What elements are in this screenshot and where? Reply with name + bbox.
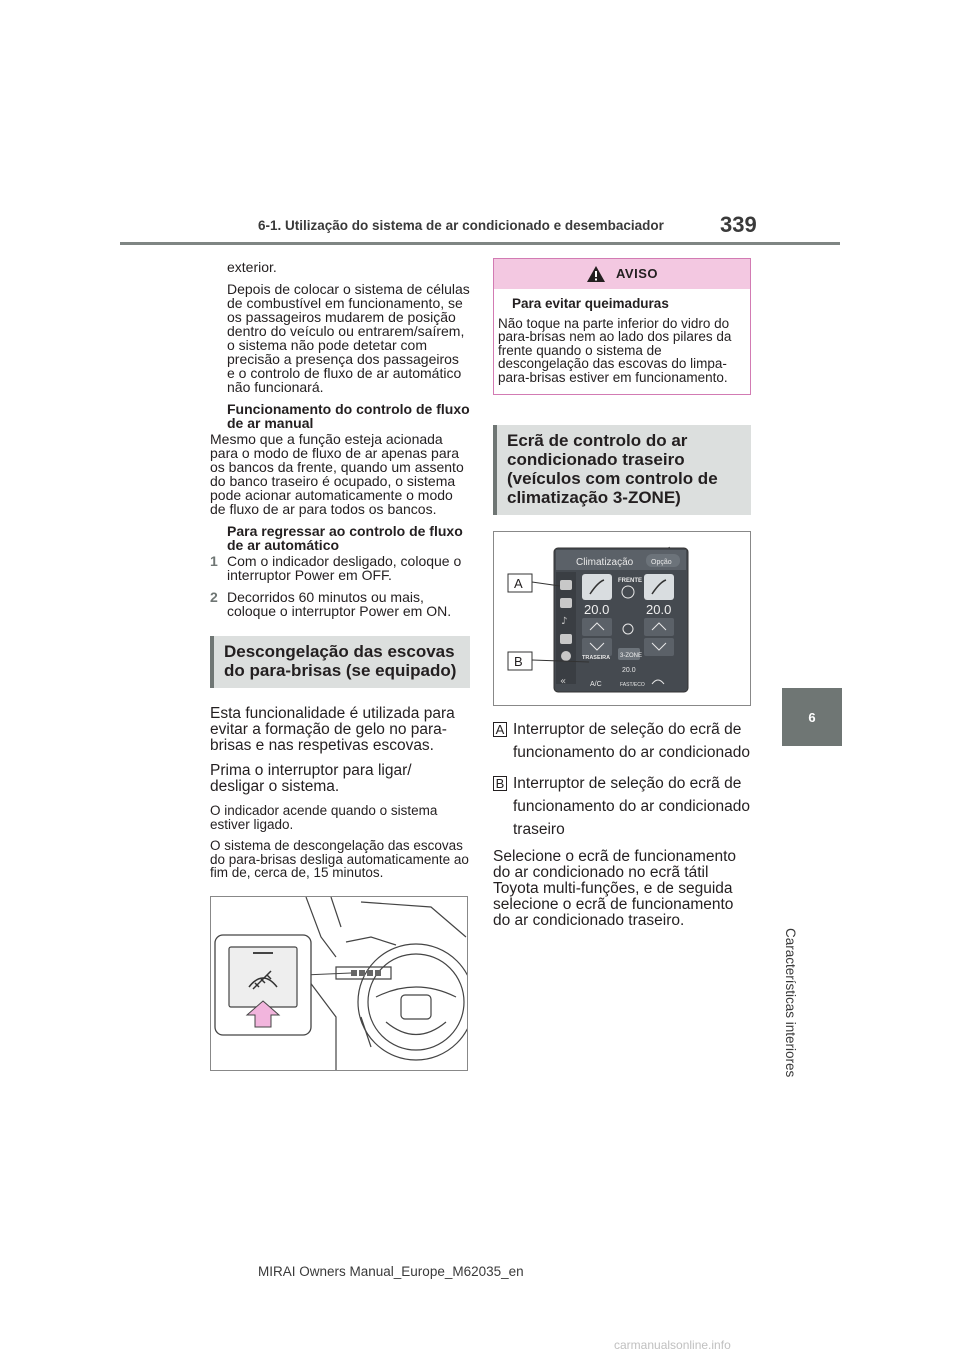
paragraph: Selecione o ecrã de funcionamento do ar condicionado no ecrã tátil Toyota multi-funções, e de seguida selecione o ecrã de funcionamento do ar condicionado traseiro. xyxy=(493,848,736,929)
callout-letter: B xyxy=(493,776,507,791)
wiper-deicer-illustration xyxy=(210,896,468,1071)
page-number: 339 xyxy=(720,212,757,237)
step-item xyxy=(210,590,470,618)
warning-body xyxy=(494,289,750,394)
rear-label: TRASEIRA xyxy=(582,655,611,661)
callout-text: Interruptor de seleção do ecrã de funcionamento do ar condicionado xyxy=(513,721,750,761)
warning-title: AVISO xyxy=(616,266,658,281)
callout-a-label: A xyxy=(514,576,523,591)
step-number: 1 xyxy=(210,553,218,569)
paragraph: Esta funcionalidade é utilizada para evitar a formação de gelo no para-brisas e nas respetivas escovas. xyxy=(210,705,455,754)
callout-item xyxy=(493,718,751,764)
right-column xyxy=(493,258,751,938)
warning-box xyxy=(493,258,751,395)
callout-item xyxy=(493,772,751,841)
section-heading: Descongelação das escovas do para-brisas (se equipado) xyxy=(210,636,470,688)
front-label: FRENTE xyxy=(618,578,642,584)
back-chevron-icon[interactable]: « xyxy=(560,676,567,687)
temp-right-up-button[interactable] xyxy=(644,618,674,636)
step-number: 2 xyxy=(210,589,218,605)
paragraph: Mesmo que a função esteja acionada para o modo de fluxo de ar apenas para os bancos da frente, quando um assento do banco traseiro é ocupado, o sistema pode acionar automaticamente o modo de fluxo de ar para todos os bancos. xyxy=(210,431,464,517)
three-zone-button[interactable]: 3-ZONE xyxy=(620,653,643,659)
temp-right-down-button[interactable] xyxy=(644,638,674,656)
temp-right: 20.0 xyxy=(646,602,672,617)
temp-left: 20.0 xyxy=(584,602,610,617)
step-text: Decorridos 60 minutos ou mais, coloque o interruptor Power em ON. xyxy=(227,589,452,619)
warning-triangle-icon xyxy=(586,265,606,283)
paragraph: Depois de colocar o sistema de células de combustível em funcionamento, se os passageiros mudarem de posição dentro do veículo ou entrarem/saírem, o sistema não pode detetar com precisão a presença dos passageiros e o controlo de fluxo de ar automático não funcionará. xyxy=(227,281,470,395)
chapter-label: Características interiores xyxy=(783,928,798,1078)
warning-text: Não toque na parte inferior do vidro do para-brisas nem ao lado dos pilares da frente quando o sistema de descongelação das escovas do limpa-para-brisas estiver em funcionamento. xyxy=(498,315,732,385)
temp-left-up-button[interactable] xyxy=(582,618,612,636)
ac-button[interactable]: A/C xyxy=(590,681,602,688)
subheading: Funcionamento do controlo de fluxo de ar manual xyxy=(227,401,470,431)
temp-rear: 20.0 xyxy=(622,667,636,674)
page-header-title: 6-1. Utilização do sistema de ar condicionado e desembaciador xyxy=(258,218,664,233)
callout-text: Interruptor de seleção do ecrã de funcionamento do ar condicionado traseiro xyxy=(513,775,750,838)
step-item xyxy=(210,554,470,582)
warning-header xyxy=(494,259,750,289)
left-column xyxy=(210,260,470,1071)
svg-text:♪: ♪ xyxy=(561,616,568,627)
dashboard-drawing xyxy=(211,897,468,1071)
paragraph: exterior. xyxy=(227,259,277,275)
climate-screen-drawing xyxy=(494,532,751,706)
callout-b-label: B xyxy=(514,654,523,669)
note: O sistema de descongelação das escovas do para-brisas desliga automaticamente ao fim de, cerca de, 15 minutos. xyxy=(210,838,469,880)
chapter-tab[interactable]: 6 xyxy=(782,688,842,746)
screen-option-button[interactable]: Opção xyxy=(651,559,672,566)
fast-eco-button[interactable]: FAST/ECO xyxy=(620,682,645,688)
watermark: carmanualsonline.info xyxy=(614,1338,731,1352)
screen-title: Climatização xyxy=(576,557,634,568)
paragraph: Prima o interruptor para ligar/ desligar o sistema. xyxy=(210,762,412,795)
section-heading: Ecrã de controlo do ar condicionado traseiro (veículos com controlo de climatização 3-ZONE) xyxy=(493,425,751,515)
step-text: Com o indicador desligado, coloque o interruptor Power em OFF. xyxy=(227,553,462,583)
temp-left-down-button[interactable] xyxy=(582,638,612,656)
warning-subtitle: Para evitar queimaduras xyxy=(512,296,669,311)
page-footer: MIRAI Owners Manual_Europe_M62035_en xyxy=(258,1264,524,1279)
header-divider xyxy=(120,242,840,245)
rear-ac-screen-illustration xyxy=(493,531,751,706)
subheading: Para regressar ao controlo de fluxo de ar automático xyxy=(227,523,463,553)
note: O indicador acende quando o sistema estiver ligado. xyxy=(210,803,438,832)
callout-letter: A xyxy=(493,722,507,737)
